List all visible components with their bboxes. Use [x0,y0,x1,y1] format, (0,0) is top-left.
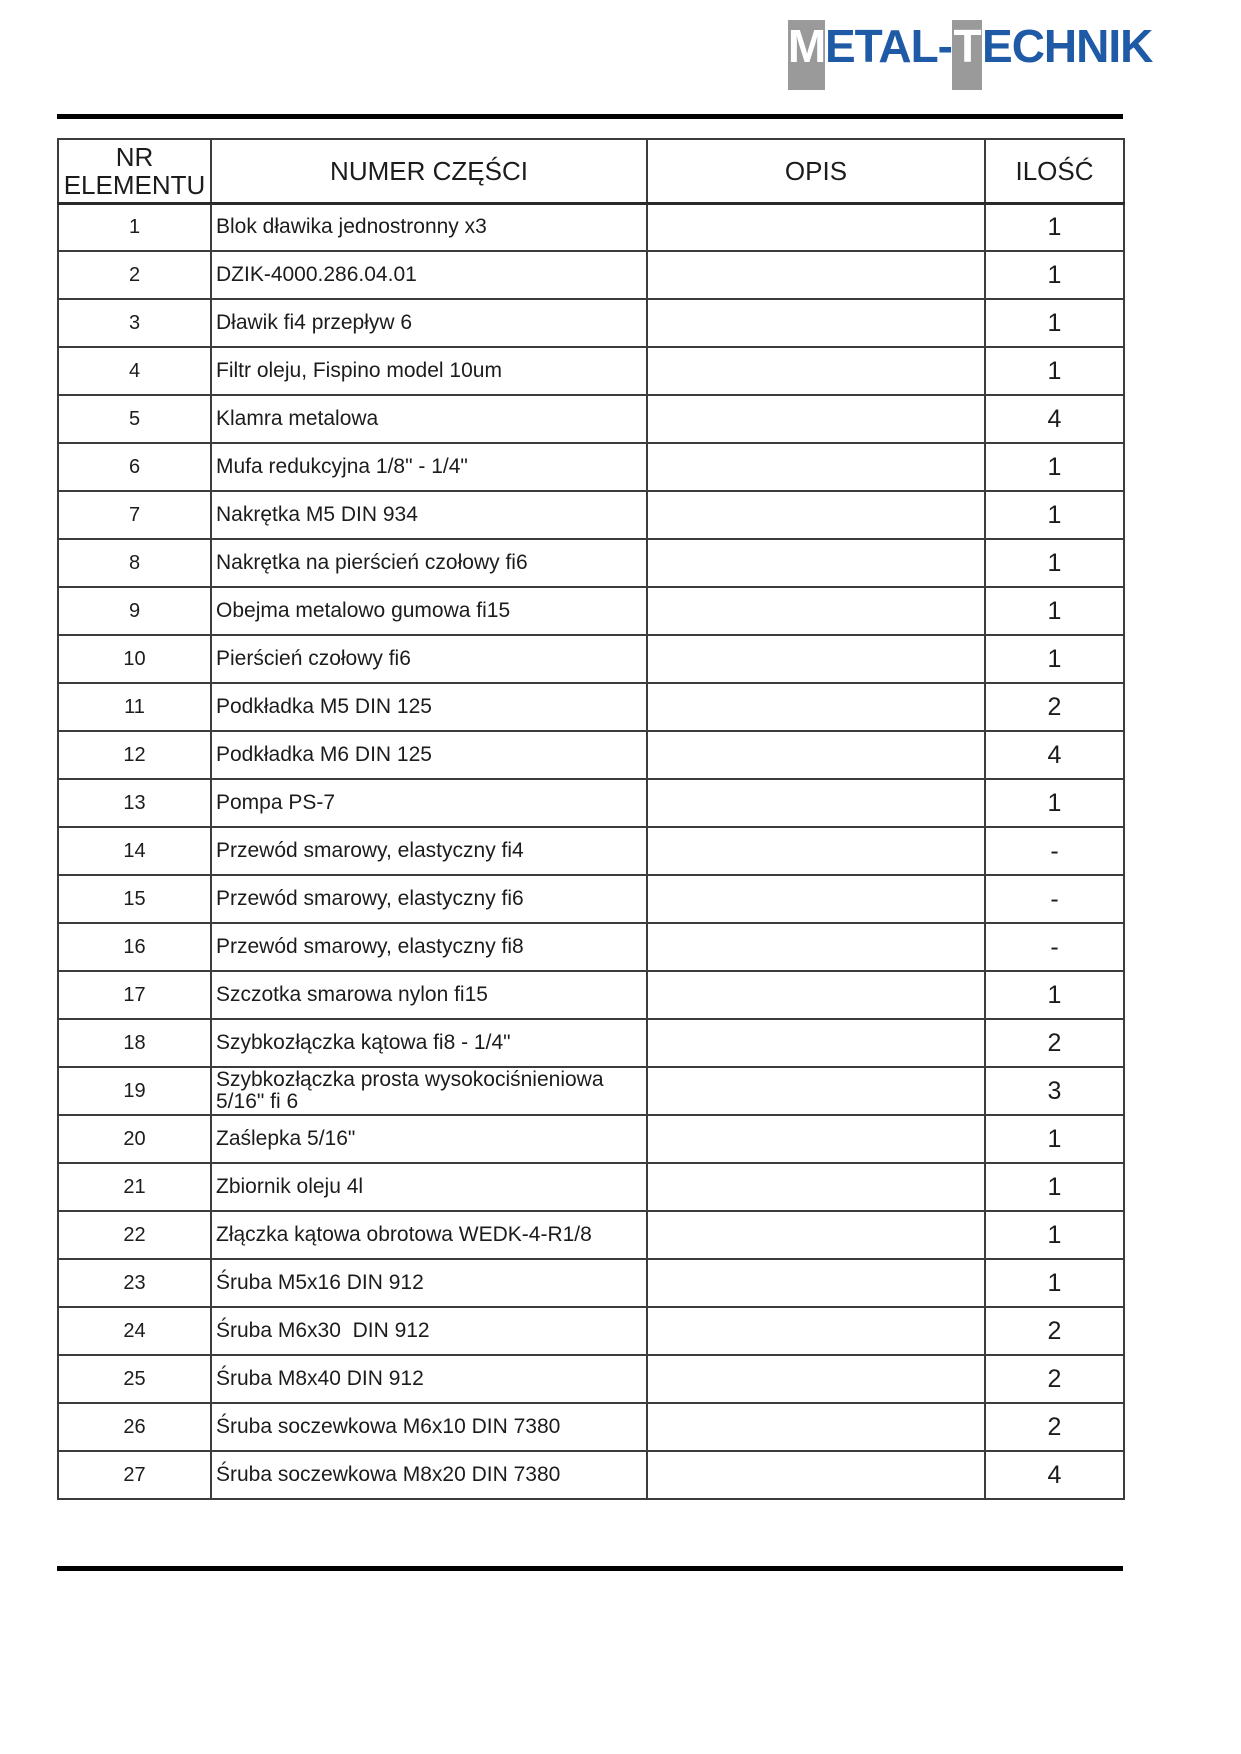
cell-element-number: 11 [58,683,211,731]
cell-part-number: DZIK-4000.286.04.01 [211,251,647,299]
table-row [58,1067,1124,1115]
cell-element-number: 5 [58,395,211,443]
cell-description [647,1259,985,1307]
table-row [58,1307,1124,1355]
logo-letter-box-m: M [788,20,825,90]
table-row [58,1211,1124,1259]
table-row [58,443,1124,491]
cell-description [647,587,985,635]
cell-element-number: 4 [58,347,211,395]
cell-description [647,1211,985,1259]
cell-description [647,1067,985,1115]
cell-quantity: 1 [985,251,1124,299]
cell-element-number: 7 [58,491,211,539]
cell-element-number: 12 [58,731,211,779]
cell-element-number: 26 [58,1403,211,1451]
table-row [58,203,1124,251]
cell-description [647,923,985,971]
cell-description [647,731,985,779]
header-row [58,139,1124,203]
cell-quantity: 2 [985,1019,1124,1067]
cell-quantity: 1 [985,1259,1124,1307]
table-row [58,779,1124,827]
cell-description [647,635,985,683]
cell-element-number: 24 [58,1307,211,1355]
top-rule [57,114,1123,119]
cell-quantity: 1 [985,299,1124,347]
cell-part-number: Szczotka smarowa nylon fi15 [211,971,647,1019]
cell-element-number: 14 [58,827,211,875]
table-row [58,299,1124,347]
cell-element-number: 18 [58,1019,211,1067]
cell-part-number: Pompa PS-7 [211,779,647,827]
header-ilosc: ILOŚĆ [985,139,1124,203]
table-row [58,347,1124,395]
parts-table [57,138,1125,1500]
cell-part-number: Zaślepka 5/16" [211,1115,647,1163]
cell-element-number: 20 [58,1115,211,1163]
table-row [58,1355,1124,1403]
cell-part-number: Nakrętka M5 DIN 934 [211,491,647,539]
cell-quantity: 1 [985,587,1124,635]
cell-quantity: 2 [985,683,1124,731]
cell-part-number: Pierścień czołowy fi6 [211,635,647,683]
logo-text-etal: ETAL- [825,20,953,72]
cell-description [647,299,985,347]
cell-element-number: 9 [58,587,211,635]
cell-element-number: 25 [58,1355,211,1403]
cell-part-number: Śruba M5x16 DIN 912 [211,1259,647,1307]
table-row [58,1451,1124,1499]
cell-part-number: Przewód smarowy, elastyczny fi4 [211,827,647,875]
table-row [58,923,1124,971]
logo-text-echnik: ECHNIK [982,20,1153,72]
cell-description [647,1355,985,1403]
cell-quantity: 1 [985,779,1124,827]
logo-letter-box-t: T [952,20,982,90]
cell-element-number: 17 [58,971,211,1019]
table-row [58,635,1124,683]
metal-technik-logo [788,20,1152,90]
cell-description [647,491,985,539]
cell-part-number: Podkładka M5 DIN 125 [211,683,647,731]
cell-part-number: Klamra metalowa [211,395,647,443]
cell-quantity: 4 [985,395,1124,443]
header-numer-czesci: NUMER CZĘŚCI [211,139,647,203]
cell-element-number: 3 [58,299,211,347]
cell-quantity: 1 [985,491,1124,539]
cell-part-number: Zbiornik oleju 4l [211,1163,647,1211]
cell-quantity: 3 [985,1067,1124,1115]
cell-description [647,779,985,827]
table-row [58,731,1124,779]
cell-element-number: 16 [58,923,211,971]
table-row [58,251,1124,299]
cell-element-number: 19 [58,1067,211,1115]
cell-quantity: 1 [985,539,1124,587]
cell-quantity: 2 [985,1355,1124,1403]
cell-description [647,251,985,299]
cell-description [647,443,985,491]
cell-element-number: 15 [58,875,211,923]
cell-description [647,827,985,875]
cell-part-number: Szybkozłączka prosta wysokociśnieniowa 5/16" fi 6 [211,1067,647,1115]
header-opis: OPIS [647,139,985,203]
table-row [58,1259,1124,1307]
cell-part-number: Dławik fi4 przepływ 6 [211,299,647,347]
cell-quantity: 1 [985,443,1124,491]
cell-element-number: 27 [58,1451,211,1499]
table-row [58,491,1124,539]
cell-element-number: 1 [58,203,211,251]
cell-part-number: Podkładka M6 DIN 125 [211,731,647,779]
cell-description [647,539,985,587]
cell-quantity: 1 [985,1211,1124,1259]
cell-element-number: 2 [58,251,211,299]
cell-quantity: 1 [985,1115,1124,1163]
cell-quantity: - [985,875,1124,923]
header-nr-elementu: NR ELEMENTU [58,139,211,203]
table-row [58,587,1124,635]
table-row [58,1115,1124,1163]
cell-quantity: 1 [985,1163,1124,1211]
cell-part-number: Przewód smarowy, elastyczny fi6 [211,875,647,923]
table-row [58,875,1124,923]
table-row [58,539,1124,587]
cell-element-number: 21 [58,1163,211,1211]
cell-part-number: Nakrętka na pierścień czołowy fi6 [211,539,647,587]
cell-part-number: Szybkozłączka kątowa fi8 - 1/4" [211,1019,647,1067]
cell-description [647,683,985,731]
cell-description [647,1451,985,1499]
cell-part-number: Złączka kątowa obrotowa WEDK-4-R1/8 [211,1211,647,1259]
bottom-rule [57,1566,1123,1571]
cell-description [647,971,985,1019]
table-row [58,683,1124,731]
cell-part-number: Obejma metalowo gumowa fi15 [211,587,647,635]
cell-description [647,203,985,251]
cell-part-number: Przewód smarowy, elastyczny fi8 [211,923,647,971]
cell-element-number: 23 [58,1259,211,1307]
table-row [58,1403,1124,1451]
cell-quantity: 1 [985,971,1124,1019]
cell-quantity: 4 [985,731,1124,779]
table-row [58,1019,1124,1067]
cell-quantity: 1 [985,635,1124,683]
cell-description [647,395,985,443]
cell-part-number: Śruba soczewkowa M8x20 DIN 7380 [211,1451,647,1499]
cell-description [647,1019,985,1067]
table-row [58,827,1124,875]
table-row [58,395,1124,443]
table-row [58,1163,1124,1211]
table-row [58,971,1124,1019]
cell-quantity: 1 [985,347,1124,395]
cell-quantity: 4 [985,1451,1124,1499]
cell-quantity: - [985,827,1124,875]
cell-quantity: - [985,923,1124,971]
cell-part-number: Śruba M8x40 DIN 912 [211,1355,647,1403]
cell-part-number: Śruba soczewkowa M6x10 DIN 7380 [211,1403,647,1451]
cell-description [647,1115,985,1163]
cell-description [647,1163,985,1211]
cell-part-number: Śruba M6x30 DIN 912 [211,1307,647,1355]
cell-quantity: 2 [985,1403,1124,1451]
cell-part-number: Mufa redukcyjna 1/8" - 1/4" [211,443,647,491]
cell-part-number: Blok dławika jednostronny x3 [211,203,647,251]
cell-description [647,1307,985,1355]
cell-element-number: 22 [58,1211,211,1259]
cell-element-number: 13 [58,779,211,827]
cell-element-number: 10 [58,635,211,683]
cell-element-number: 6 [58,443,211,491]
cell-quantity: 2 [985,1307,1124,1355]
cell-description [647,875,985,923]
cell-part-number: Filtr oleju, Fispino model 10um [211,347,647,395]
cell-quantity: 1 [985,203,1124,251]
cell-element-number: 8 [58,539,211,587]
cell-description [647,347,985,395]
cell-description [647,1403,985,1451]
